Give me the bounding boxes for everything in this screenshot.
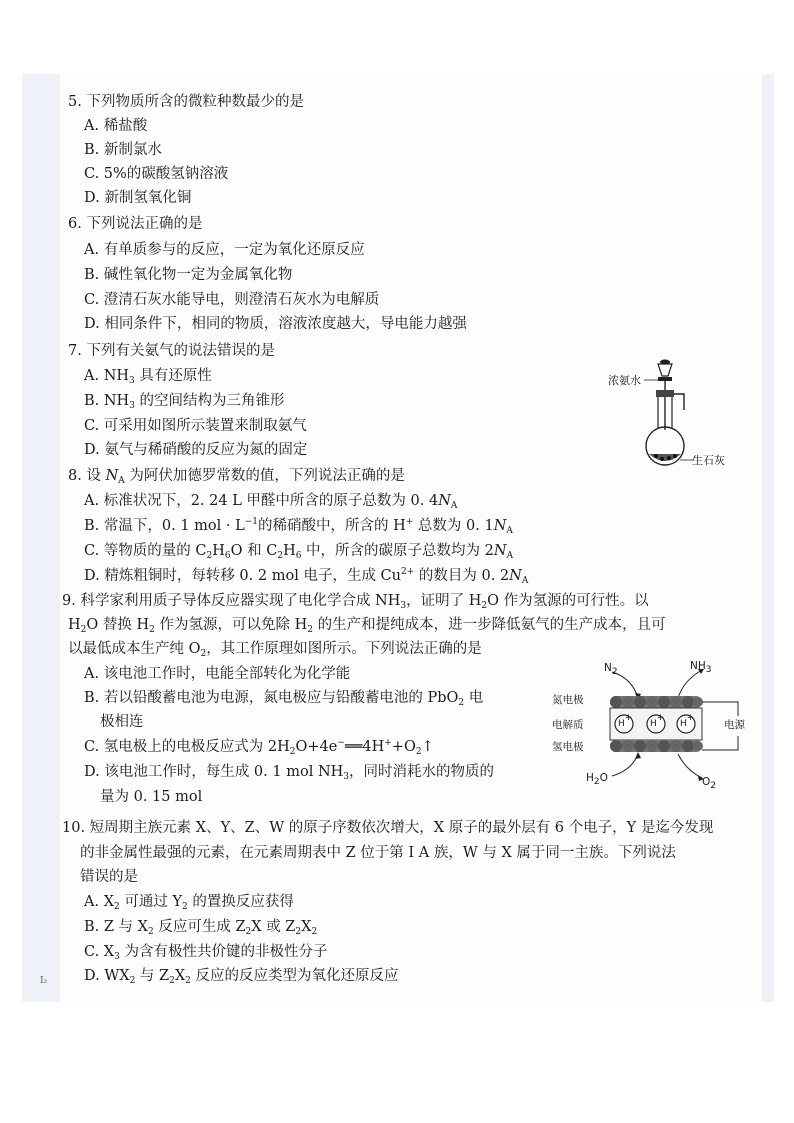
q8-option-b: B. 常温下，0. 1 mol · $L^{-1}$的稀硝酸中，所含的 H+ 总数为 0. $1N_A$	[84, 517, 513, 536]
q6-option-b: B. 碱性氧化物一定为金属氧化物	[84, 267, 293, 283]
fig-electrolyte-label: 电解质	[552, 719, 584, 731]
q10-option-a: A. $X_2$ 可通过 $Y_2$ 的置换反应获得	[84, 894, 294, 912]
q10-stem-line1: 10. 短周期主族元素 X、Y、Z、W 的原子序数依次增大，X 原子的最外层有 6 个电子，Y 是迄今发现	[62, 820, 714, 836]
fig-o2-label: $O_2$	[702, 776, 716, 791]
ammonia-apparatus-figure	[606, 350, 752, 474]
q9-option-b-line1: B. 若以铅酸蓄电池为电源，氮电极应与铅酸蓄电池的 PbO$_2$ 电	[84, 690, 484, 708]
fig-power-source-label: 电源	[724, 719, 745, 731]
fig-label-quicklime: 生石灰	[692, 454, 725, 467]
q9-option-b-line2: 极相连	[100, 714, 144, 730]
q10-option-d: D. $WX_2$ 与 $Z_2X_2$ 反应的反应类型为氧化还原反应	[84, 968, 399, 986]
q9-option-a: A. 该电池工作时，电能全部转化为化学能	[84, 666, 351, 682]
q9-stem-line3: 以最低成本生产纯 $O_2$，其工作原理如图所示。下列说法正确的是	[68, 641, 482, 659]
q9-stem-line1: 9. 科学家利用质子导体反应器实现了电化学合成 $NH_3$，证明了 $H_2O$ 作为氢源的可行性。以	[62, 593, 649, 611]
q5-option-c: C. 5%的碳酸氢钠溶液	[84, 166, 229, 182]
fig-nh3-label: $NH_3$	[690, 660, 712, 675]
q6-option-a: A. 有单质参与的反应，一定为氧化还原反应	[84, 242, 365, 258]
q9-stem-line2: $H_2O$ 替换 $H_2$ 作为氢源，可以免除 $H_2$ 的生产和提纯成本，进一步降低氨气的生产成本，且可	[68, 617, 666, 635]
q6-option-d: D. 相同条件下，相同的物质，溶液浓度越大，导电能力越强	[84, 316, 467, 332]
q5-option-b: B. 新制氯水	[84, 142, 162, 158]
fig-h2o-label: $H_2O$	[586, 772, 608, 787]
fig-n2-label: $N_2$	[604, 662, 618, 677]
q9-option-c: C. 氢电极上的电极反应式为 $2H_2O+4e^-══4H^++O_2↑$	[84, 738, 434, 757]
q10-stem-line2: 的非金属性最强的元素，在元素周期表中 Z 位于第 Ⅰ A 族，W 与 X 属于同一主族。下列说法	[80, 845, 676, 861]
fig-proton-2: H+	[650, 713, 665, 729]
fig-nitrogen-electrode-label: 氮电极	[552, 694, 584, 706]
q5-option-a: A. 稀盐酸	[84, 118, 148, 134]
q9-option-d-line2: 量为 0. 15 mol	[100, 789, 203, 805]
fig-label-conc-ammonia: 浓氨水	[608, 374, 641, 387]
q7-option-d: D. 氨气与稀硝酸的反应为氮的固定	[84, 442, 308, 458]
q10-option-c: C. $X_3$ 为含有极性共价键的非极性分子	[84, 944, 328, 962]
q8-option-a: A. 标准状况下，2. 24 L 甲醛中所含的原子总数为 0. $4N_A$	[84, 493, 458, 511]
q8-stem: 8. 设 $N_A$ 为阿伏加德罗常数的值，下列说法正确的是	[68, 468, 405, 486]
q5-option-d: D. 新制氢氧化铜	[84, 190, 192, 206]
q10-option-b: B. Z 与 $X_2$ 反应可生成 $Z_2X$ 或 $Z_2X_2$	[84, 919, 318, 937]
margin-mark: I₂	[40, 976, 48, 986]
fig-proton-1: H+	[618, 713, 633, 729]
q6-option-c: C. 澄清石灰水能导电，则澄清石灰水为电解质	[84, 292, 380, 308]
q10-stem-line3: 错误的是	[80, 869, 138, 885]
q9-option-d-line1: D. 该电池工作时，每生成 0. 1 mol $NH_3$，同时消耗水的物质的	[84, 764, 495, 782]
q8-option-c: C. 等物质的量的 $C_2H_6O$ 和 $C_2H_6$ 中，所含的碳原子总数均为 $2N_A$	[84, 543, 514, 561]
fig-hydrogen-electrode-label: 氢电极	[552, 741, 584, 753]
q6-stem: 6. 下列说法正确的是	[68, 216, 203, 232]
q7-option-a: A. $NH_3$ 具有还原性	[84, 368, 212, 386]
q7-option-b: B. $NH_3$ 的空间结构为三角锥形	[84, 393, 285, 411]
q5-stem: 5. 下列物质所含的微粒种数最少的是	[68, 94, 304, 110]
q7-stem: 7. 下列有关氨气的说法错误的是	[68, 343, 275, 359]
q8-option-d: D. 精炼粗铜时，每转移 0. 2 mol 电子，生成 $Cu^{2+}$ 的数目为 0. $2N_A$	[84, 567, 529, 586]
fig-proton-3: H+	[680, 713, 695, 729]
q7-option-c: C. 可采用如图所示装置来制取氨气	[84, 418, 307, 434]
electrochemical-cell-diagram	[552, 658, 752, 808]
